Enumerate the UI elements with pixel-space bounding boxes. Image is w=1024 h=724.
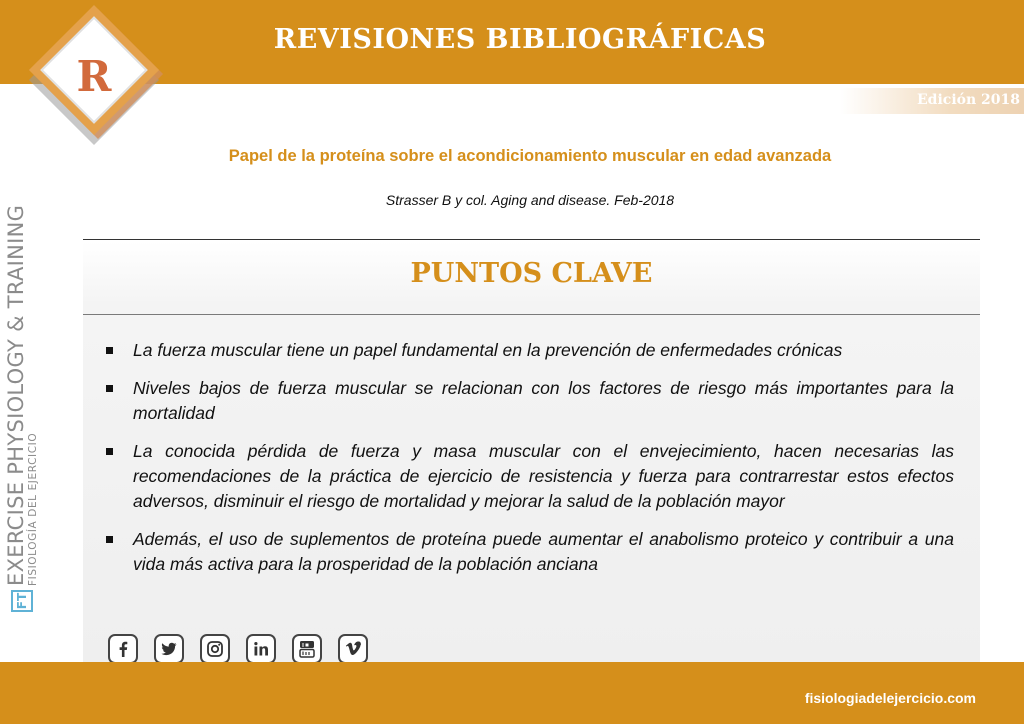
- article-title: Papel de la proteína sobre el acondicionamiento muscular en edad avanzada: [228, 147, 832, 165]
- edition-label: Edición 2018: [917, 92, 1020, 108]
- bullet-icon: [106, 347, 113, 354]
- key-points-list: [104, 338, 954, 590]
- key-point-text: La conocida pérdida de fuerza y masa muscular con el envejecimiento, hacen necesarias las recomendaciones de la práctica de ejercicio de resistencia y fuerza para contrarrestar estos efectos adversos, disminuir el riesgo de mortalidad y mejorar la salud de la población mayor: [133, 441, 954, 511]
- brand-subtitle: FISIOLOGÍA DEL EJERCICIO: [27, 432, 39, 586]
- brand-name: EXERCISE PHYSIOLOGY & TRAINING: [4, 204, 28, 586]
- brand-vertical: [6, 205, 39, 612]
- logo-letter: R: [76, 52, 112, 101]
- brand-text: [6, 205, 39, 586]
- key-point-text: Además, el uso de suplementos de proteína puede aumentar el anabolismo proteico y contribuir a una vida más activa para la prosperidad de la población anciana: [133, 529, 954, 574]
- facebook-icon[interactable]: [108, 634, 138, 664]
- linkedin-icon[interactable]: [246, 634, 276, 664]
- edition-badge: [840, 88, 1024, 114]
- key-points-divider: [83, 314, 980, 315]
- bullet-icon: [106, 385, 113, 392]
- divider: [83, 239, 980, 240]
- footer-site-link[interactable]: fisiologiadelejercicio.com: [804, 690, 976, 706]
- youtube-icon[interactable]: [292, 634, 322, 664]
- vimeo-icon[interactable]: [338, 634, 368, 664]
- instagram-icon[interactable]: [200, 634, 230, 664]
- key-point: [104, 439, 954, 514]
- key-point-text: La fuerza muscular tiene un papel fundamental en la prevención de enfermedades crónicas: [133, 340, 843, 360]
- key-point: [104, 376, 954, 426]
- twitter-icon[interactable]: [154, 634, 184, 664]
- key-points-heading: PUNTOS CLAVE: [410, 258, 653, 289]
- key-point: [104, 527, 954, 577]
- footer-band: [0, 662, 1024, 724]
- bullet-icon: [106, 448, 113, 455]
- logo: [30, 14, 160, 144]
- article-citation: Strasser B y col. Aging and disease. Feb-2018: [385, 192, 675, 208]
- key-point-text: Niveles bajos de fuerza muscular se relacionan con los factores de riesgo más importantes para la mortalidad: [133, 378, 954, 423]
- social-links: [108, 634, 384, 664]
- page-title: REVISIONES BIBLIOGRÁFICAS: [273, 24, 767, 55]
- bullet-icon: [106, 536, 113, 543]
- key-point: [104, 338, 954, 363]
- brand-mark: FT: [11, 590, 33, 612]
